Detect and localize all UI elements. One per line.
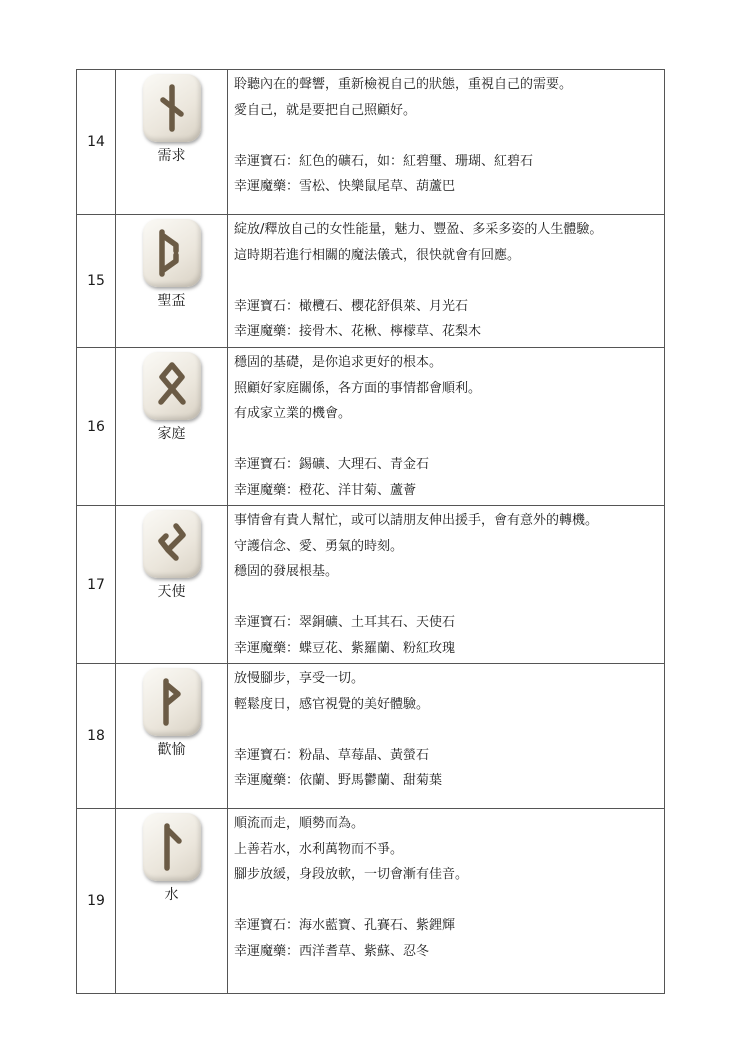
rune-description [228,215,665,348]
rune-name: 天使 [157,584,186,600]
table-row [77,215,665,348]
rune-cell [116,664,228,809]
row-number: 15 [77,215,116,348]
rune-cell [116,348,228,506]
wunjo-rune-icon [143,668,201,736]
lucky-stone: 幸運寶石：橄欖石、櫻花舒俱萊、月光石 [234,298,469,314]
othala-rune-icon [143,352,201,420]
lucky-herb: 幸運魔藥：依蘭、野馬鬱蘭、甜菊葉 [234,773,443,788]
description-line: 守護信念、愛、勇氣的時刻。 [234,538,404,554]
rune-name: 家庭 [157,426,186,442]
rune-table [76,69,665,994]
description-line: 這時期若進行相關的魔法儀式，很快就會有回應。 [234,247,521,263]
description-line: 綻放/釋放自己的女性能量，魅力、豐盈、多采多姿的人生體驗。 [234,222,603,237]
row-number: 18 [77,664,116,809]
rune-cell [116,70,228,215]
row-number: 17 [77,506,116,664]
description-line: 照顧好家庭關係，各方面的事情都會順利。 [234,380,482,396]
lucky-herb: 幸運魔藥：雪松、快樂鼠尾草、葫蘆巴 [234,179,456,194]
ingwaz-rune-icon [143,510,201,578]
description-line: 穩固的發展根基。 [234,564,339,579]
description-line: 愛自己，就是要把自己照顧好。 [234,102,417,118]
perthro-rune-icon [143,219,201,287]
lucky-stone: 幸運寶石：翠銅礦、土耳其石、天使石 [234,615,456,630]
nauthiz-rune-icon [143,74,201,142]
lucky-herb: 幸運魔藥：橙花、洋甘菊、蘆薈 [234,482,417,498]
lucky-herb: 幸運魔藥：西洋耆草、紫蘇、忍冬 [234,943,430,959]
row-number: 19 [77,809,116,994]
table-row [77,70,665,215]
lucky-stone: 幸運寶石：紅色的礦石，如：紅碧璽、珊瑚、紅碧石 [234,153,534,169]
lucky-herb: 幸運魔藥：蝶豆花、紫羅蘭、粉紅玫瑰 [234,640,456,656]
row-number: 14 [77,70,116,215]
rune-description [228,70,665,215]
rune-cell [116,215,228,348]
description-line: 穩固的基礎，是你追求更好的根本。 [234,355,443,370]
description-line: 放慢腳步，享受一切。 [234,671,365,686]
lucky-stone: 幸運寶石：海水藍寶、孔賽石、紫鋰輝 [234,918,456,933]
description-line: 聆聽內在的聲響，重新檢視自己的狀態，重視自己的需要。 [234,77,573,92]
rune-description [228,664,665,809]
table-row [77,809,665,994]
table-row [77,348,665,506]
rune-name: 聖盃 [157,293,186,309]
description-line: 順流而走，順勢而為。 [234,816,365,831]
description-line: 上善若水，水利萬物而不爭。 [234,841,404,857]
row-number: 16 [77,348,116,506]
rune-name: 歡愉 [157,742,186,758]
lucky-stone: 幸運寶石：粉晶、草莓晶、黃螢石 [234,747,430,763]
rune-description [228,809,665,994]
rune-cell [116,809,228,994]
rune-cell [116,506,228,664]
description-line: 輕鬆度日，感官視覺的美好體驗。 [234,696,430,712]
description-line: 事情會有貴人幫忙，或可以請朋友伸出援手，會有意外的轉機。 [234,513,599,528]
description-line: 有成家立業的機會。 [234,406,352,421]
description-line: 腳步放緩，身段放軟，一切會漸有佳音。 [234,867,469,882]
laguz-rune-icon [143,813,201,881]
rune-description [228,506,665,664]
rune-name: 需求 [157,148,186,164]
rune-description [228,348,665,506]
rune-name: 水 [164,887,179,903]
lucky-stone: 幸運寶石：錫礦、大理石、青金石 [234,457,430,472]
table-row [77,506,665,664]
lucky-herb: 幸運魔藥：接骨木、花楸、檸檬草、花梨木 [234,324,482,339]
table-row [77,664,665,809]
